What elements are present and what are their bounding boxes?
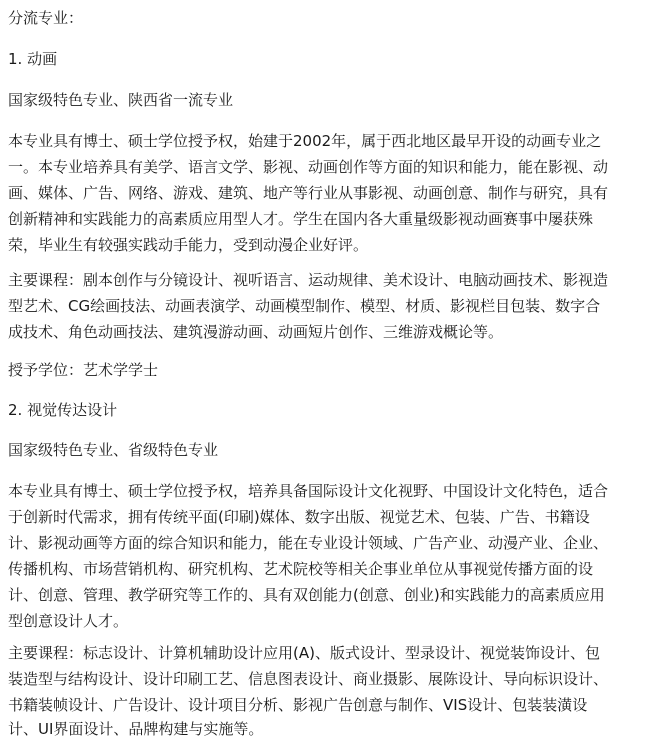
course-line: 主要课程：剧本创作与分镜设计、视听语言、运动规律、美术设计、电脑动画技术、影视造 bbox=[8, 271, 609, 289]
intro-line: 创新精神和实践能力的高素质应用型人才。学生在国内各大重量级影视动画赛事中屡获殊 bbox=[8, 210, 594, 228]
intro-line: 传播机构、市场营销机构、研究机构、艺术院校等相关企事业单位从事视觉传播方面的设 bbox=[8, 560, 594, 578]
intro-line: 本专业具有博士、硕士学位授予权，始建于2002年，属于西北地区最早开设的动画专业之 bbox=[8, 132, 602, 150]
course-line: 主要课程：标志设计、计算机辅助设计应用(A)、版式设计、型录设计、视觉装饰设计、包 bbox=[8, 644, 600, 662]
intro-line: 于创新时代需求，拥有传统平面(印刷)媒体、数字出版、视觉艺术、包装、广告、书籍设 bbox=[8, 508, 590, 526]
major-rank-visual-communication: 国家级特色专业、省级特色专业 bbox=[8, 441, 219, 459]
degree-text: 授予学位：艺术学学士 bbox=[8, 361, 159, 379]
intro-line: 画、媒体、广告、网络、游戏、建筑、地产等行业从事影视、动画创意、制作与研究，具有 bbox=[8, 184, 609, 202]
intro-line: 型创意设计人才。 bbox=[8, 612, 129, 630]
section-heading: 分流专业： bbox=[8, 9, 84, 27]
intro-line: 计、影视动画等方面的综合知识和能力，能在专业设计领域、广告产业、动漫产业、企业、 bbox=[8, 534, 609, 552]
intro-line: 本专业具有博士、硕士学位授予权，培养具备国际设计文化视野、中国设计文化特色，适合 bbox=[8, 482, 609, 500]
course-line: 计、UI界面设计、品牌构建与实施等。 bbox=[8, 720, 264, 738]
course-line: 书籍装帧设计、广告设计、设计项目分析、影视广告创意与制作、VIS设计、包装装潢设 bbox=[8, 696, 588, 714]
major-rank-animation: 国家级特色专业、陕西省一流专业 bbox=[8, 91, 234, 109]
major-title-animation: 1. 动画 bbox=[8, 50, 58, 68]
course-line: 成技术、角色动画技法、建筑漫游动画、动画短片创作、三维游戏概论等。 bbox=[8, 323, 504, 341]
course-line: 型艺术、CG绘画技法、动画表演学、动画模型制作、模型、材质、影视栏目包装、数字合 bbox=[8, 297, 601, 315]
intro-line: 计、创意、管理、教学研究等工作的、具有双创能力(创意、创业)和实践能力的高素质应用 bbox=[8, 586, 605, 604]
intro-line: 一。本专业培养具有美学、语言文学、影视、动画创作等方面的知识和能力，能在影视、动 bbox=[8, 158, 609, 176]
intro-line: 荣，毕业生有较强实践动手能力，受到动漫企业好评。 bbox=[8, 236, 369, 254]
course-line: 装造型与结构设计、设计印刷工艺、信息图表设计、商业摄影、展陈设计、导向标识设计、 bbox=[8, 670, 609, 688]
major-title-visual-communication: 2. 视觉传达设计 bbox=[8, 401, 118, 419]
